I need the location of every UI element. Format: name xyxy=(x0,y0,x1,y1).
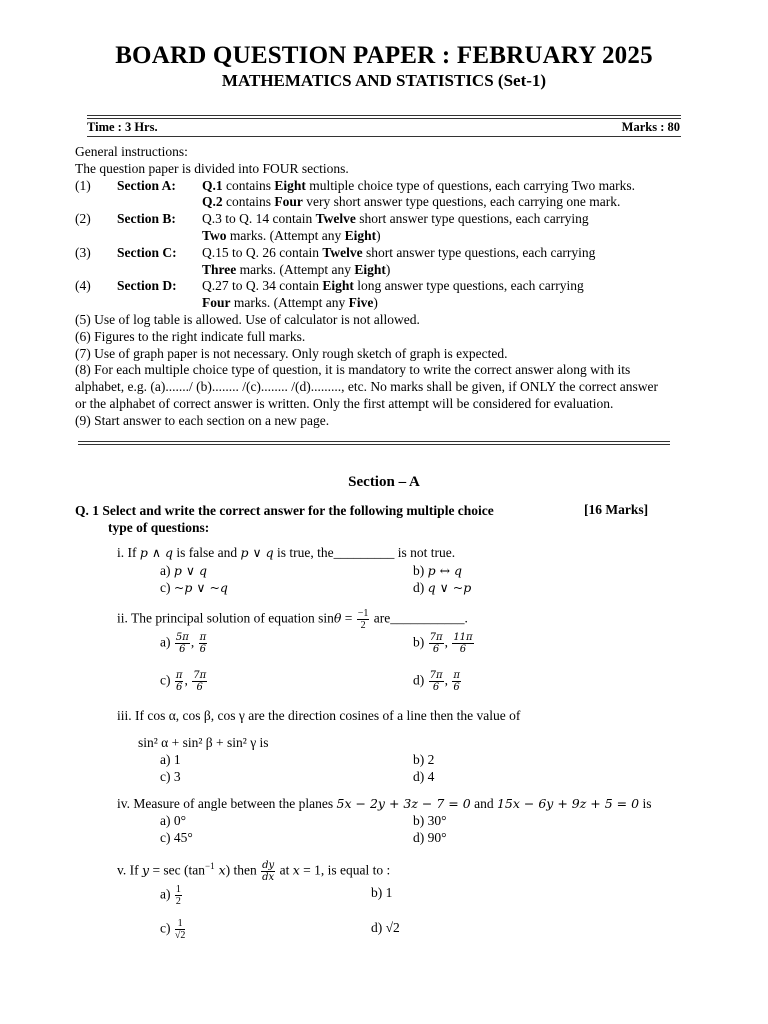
general-instructions: General instructions: The question paper is divided into FOUR sections. (1) Section A: Q.1 contains Eight multiple choice type of questions, each carrying Two marks. Q.2 contains Four very short answer type questions, each carrying one mark. (2) Section B: Q.3 to Q. 14 contain Twelve short answer type questions, each carrying Two marks. (Attempt any Eight) (3) Section C: Q.15 to Q. 26 contain Twelve short answer type questions, each carrying Three marks. (Attempt any Eight) (4) Section D: Q.27 to Q. 34 contain Eight long answer type questions, each carrying Four marks. (Attempt any Five) (5) Use of log table is allowed. Use of calculator is not allowed. (6) Figures to the right indicate full marks. (7) Use of graph paper is not necessary. Only rough sketch of graph is expected. (8) For each multiple choice type of question, it is mandatory to write the correct answer along with its alphabet, e.g. (a)......./ (b)........ /(c)........ /(d)........., etc. No marks shall be given, if ONLY the correct answer or the alphabet of correct answer is written. Only the first attempt will be considered for evaluation. (9) Start answer to each section on a new page. xyxy=(75,144,715,430)
instruction-5: (5) Use of log table is allowed. Use of calculator is not allowed. xyxy=(75,311,420,327)
section-divider-1 xyxy=(78,441,670,442)
option-iii-d: d) 4 xyxy=(413,769,435,784)
paper-title: BOARD QUESTION PAPER : FEBRUARY 2025 xyxy=(115,42,653,69)
option-iv-a: a) 0° xyxy=(160,813,187,828)
option-v-d: d) √2 xyxy=(371,920,400,935)
option-v-a: a) $\frac{1}{2}$ xyxy=(160,884,181,907)
option-i-d: d) q ∨ ~p xyxy=(413,580,472,595)
option-ii-b: b) $\frac{7\pi}{6}$ , $\frac{11\pi}{6}$ xyxy=(413,632,473,655)
instruction-7: (7) Use of graph paper is not necessary. Only rough sketch of graph is expected. xyxy=(75,345,508,361)
paper-subtitle: MATHEMATICS AND STATISTICS (Set-1) xyxy=(221,71,547,90)
option-ii-d: d) $\frac{7\pi}{6}$ , $\frac{\pi}{6}$ xyxy=(413,670,460,693)
option-ii-c: c) $\frac{\pi}{6}$ , $\frac{7\pi}{6}$ xyxy=(160,670,207,693)
option-ii-a: a) $\frac{5\pi}{6}$ , $\frac{\pi}{6}$ xyxy=(160,632,207,655)
instructions-intro: The question paper is divided into FOUR sections. xyxy=(75,160,349,176)
instructions-heading: General instructions: xyxy=(75,144,188,159)
top-divider-1 xyxy=(87,115,681,116)
question-ii: ii. The principal solution of equation sinθ = $\frac{-1}{2}$ are___________. xyxy=(117,608,468,631)
question-iv: iv. Measure of angle between the planes 5x − 2y + 3z − 7 = 0 and 15x − 6y + 9z + 5 = 0 is xyxy=(117,796,652,811)
option-v-b: b) 1 xyxy=(371,885,393,900)
option-iv-d: d) 90° xyxy=(413,830,447,845)
question-i: i. If p ∧ q is false and p ∨ q is true, the_________ is not true. xyxy=(117,545,456,560)
section-a-heading: Section – A xyxy=(348,474,420,490)
q1-marks: [16 Marks] xyxy=(584,502,649,517)
option-iv-c: c) 45° xyxy=(160,830,193,845)
option-iii-a: a) 1 xyxy=(160,752,181,767)
option-i-a: a) p ∨ q xyxy=(160,563,207,578)
option-v-c: c) $\frac{1}{√2}$ xyxy=(160,918,186,941)
section-b-instruction: (2) Section B: Q.3 to Q. 14 contain Twelve short answer type questions, each carrying xyxy=(75,211,589,227)
option-iii-c: c) 3 xyxy=(160,769,181,784)
q1-prompt: Q. 1 Select and write the correct answer for the following multiple choice type of questions: xyxy=(75,503,494,535)
question-iii: iii. If cos α, cos β, cos γ are the direction cosines of a line then the value of xyxy=(117,708,521,723)
section-a-instruction: (1) Section A: Q.1 contains Eight multiple choice type of questions, each carrying Two marks. xyxy=(75,177,635,193)
option-i-b: b) p ↔ q xyxy=(413,563,463,578)
section-c-instruction: (3) Section C: Q.15 to Q. 26 contain Twelve short answer type questions, each carrying xyxy=(75,244,596,260)
time-label: Time : 3 Hrs. xyxy=(87,120,158,134)
option-i-c: c) ~p ∨ ~q xyxy=(160,580,228,595)
section-divider-2 xyxy=(78,444,670,445)
option-iv-b: b) 30° xyxy=(413,813,447,828)
instruction-6: (6) Figures to the right indicate full marks. xyxy=(75,328,306,344)
option-iii-b: b) 2 xyxy=(413,752,435,767)
meta-divider xyxy=(87,136,681,137)
question-v: v. If $y = \sec (\tan^{-1}$ x) then $\frac{dy}{dx}$ at x = 1, is equal to : xyxy=(117,859,391,883)
question-iii-expression: sin² α + sin² β + sin² γ is xyxy=(138,735,269,750)
instruction-8: (8) For each multiple choice type of question, it is mandatory to write the correct answer along with its xyxy=(75,362,631,378)
top-divider-2 xyxy=(87,118,681,119)
marks-label: Marks : 80 xyxy=(621,120,680,134)
section-d-instruction: (4) Section D: Q.27 to Q. 34 contain Eight long answer type questions, each carrying xyxy=(75,278,584,294)
instruction-9: (9) Start answer to each section on a new page. xyxy=(75,412,330,428)
